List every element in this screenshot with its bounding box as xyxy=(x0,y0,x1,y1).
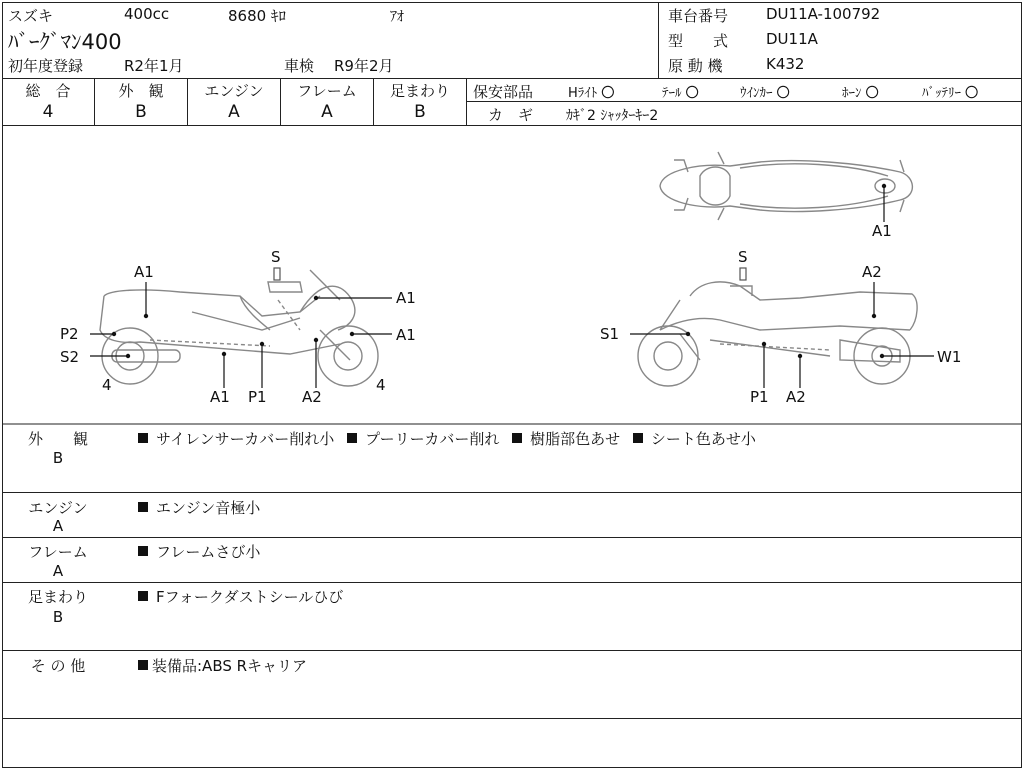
safety-battery: ﾊﾞｯﾃﾘｰ 〇 xyxy=(922,86,979,101)
grade-total-value: 4 xyxy=(42,102,54,122)
grade-engine-label: エンジン xyxy=(204,82,264,100)
scooter-top-view xyxy=(660,152,912,220)
grade-exterior-value: B xyxy=(135,102,147,122)
remark-other-items: 装備品:ABS Rキャリア xyxy=(138,655,307,676)
remark-exterior-grade: B xyxy=(52,449,64,467)
diagram-label: P1 xyxy=(248,388,267,406)
grade-frame-label: フレーム xyxy=(297,82,357,100)
diagram-label: A2 xyxy=(302,388,322,406)
remark-other-label: そ の 他 xyxy=(30,657,86,675)
remarks-sep xyxy=(2,650,1021,651)
remark-engine-items: エンジン音極小 xyxy=(138,497,260,518)
remark-suspension-items: Fフォークダストシールひび xyxy=(138,586,343,607)
remark-suspension-grade: B xyxy=(52,608,64,626)
safety-tail: ﾃｰﾙ 〇 xyxy=(662,86,699,101)
diagram-label: S2 xyxy=(60,348,80,366)
diagram-label: S xyxy=(738,248,748,266)
model-name: ﾊﾞｰｸﾞﾏﾝ400 xyxy=(8,30,122,54)
inspection-value: R9年2月 xyxy=(334,57,394,75)
diagram-label: A2 xyxy=(786,388,806,406)
remarks-sep xyxy=(2,492,1021,493)
type-value: DU11A xyxy=(766,30,818,48)
first-registration-value: R2年1月 xyxy=(124,57,184,75)
diagram-label: A1 xyxy=(134,263,154,281)
inspection-label: 車検 xyxy=(284,57,315,75)
diagram-label: A1 xyxy=(210,388,230,406)
diagram-label: A2 xyxy=(862,263,882,281)
diagram-label: P2 xyxy=(60,325,79,343)
diagram-label: 4 xyxy=(376,376,386,394)
diagram-label: W1 xyxy=(937,348,962,366)
frame-number-label: 車台番号 xyxy=(668,7,729,25)
maker: スズキ xyxy=(8,7,54,25)
grade-engine-value: A xyxy=(228,102,240,122)
mirror-markers xyxy=(274,268,746,280)
key-label: カ ギ xyxy=(488,106,534,124)
remark-engine-grade: A xyxy=(52,517,64,535)
grade-suspension-value: B xyxy=(414,102,426,122)
safety-headlight: Hﾗｲﾄ 〇 xyxy=(568,86,615,101)
remarks-sep xyxy=(2,718,1021,719)
leader-dots xyxy=(112,184,886,358)
first-registration-label: 初年度登録 xyxy=(8,57,84,75)
frame-number-value: DU11A-100792 xyxy=(766,5,881,23)
safety-winker: ｳｲﾝｶｰ 〇 xyxy=(740,86,790,101)
grade-exterior-label: 外 観 xyxy=(118,82,164,100)
remark-suspension-label: 足まわり xyxy=(27,588,88,606)
diagram-label: 4 xyxy=(102,376,112,394)
remark-frame-grade: A xyxy=(52,562,64,580)
remarks-sep xyxy=(2,537,1021,538)
remark-exterior-items: サイレンサーカバー削れ小 プーリーカバー削れ 樹脂部色あせ シート色あせ小 xyxy=(138,428,756,449)
diagram-label: A1 xyxy=(396,326,416,344)
engine-model-label: 原 動 機 xyxy=(668,57,723,75)
scooter-left-view xyxy=(100,270,378,386)
mileage: 8680 ｷﾛ xyxy=(228,7,286,25)
grade-total-label: 総 合 xyxy=(25,82,71,100)
diagram-label: A1 xyxy=(872,222,892,240)
grade-frame-value: A xyxy=(321,102,333,122)
engine-model-value: K432 xyxy=(766,55,805,73)
diagram-label: A1 xyxy=(396,289,416,307)
diagram-label: S1 xyxy=(600,325,620,343)
safety-horn: ﾎｰﾝ 〇 xyxy=(842,86,879,101)
safety-parts-label: 保安部品 xyxy=(473,83,534,101)
type-label: 型 式 xyxy=(668,32,729,50)
diagram-label: P1 xyxy=(750,388,769,406)
remark-frame-label: フレーム xyxy=(28,543,88,561)
displacement: 400cc xyxy=(124,5,170,23)
remark-exterior-label: 外 観 xyxy=(27,430,88,448)
diagram-label: S xyxy=(271,248,281,266)
key-value: ｶｷﾞ2 ｼｬｯﾀｰｷｰ2 xyxy=(566,108,659,124)
color: ｱｵ xyxy=(390,9,404,25)
remark-frame-items: フレームさび小 xyxy=(138,541,260,562)
remarks-sep xyxy=(2,582,1021,583)
grade-suspension-label: 足まわり xyxy=(389,82,450,100)
remark-engine-label: エンジン xyxy=(28,499,88,517)
leader-lines xyxy=(90,186,934,388)
